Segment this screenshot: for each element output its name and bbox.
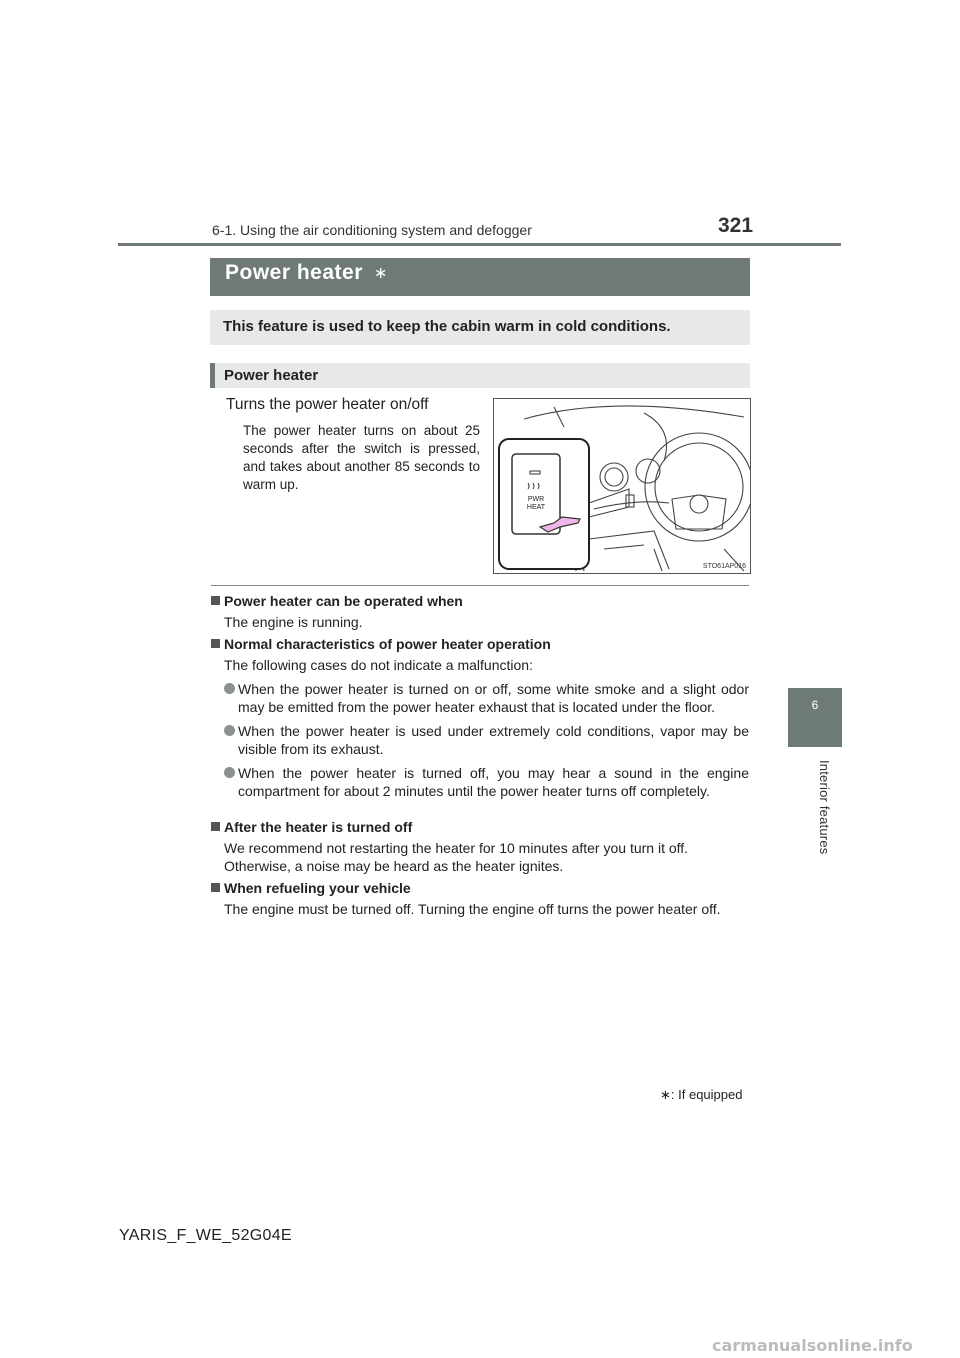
intro-box — [210, 310, 750, 345]
dashboard-illustration — [493, 398, 751, 574]
page-title-bar — [210, 258, 750, 296]
note-heading: After the heater is turned off — [224, 819, 413, 835]
chapter-number: 6 — [811, 698, 819, 712]
note-text: The following cases do not indicate a malfunction: — [224, 657, 533, 673]
chapter-label: Interior features — [817, 760, 832, 855]
note-text: The engine must be turned off. Turning the engine off turns the power heater off. — [224, 901, 721, 917]
footnote — [660, 1087, 742, 1103]
list-item: When the power heater is turned off, you may hear a sound in the engine compartment for about 2 minutes until the power heater turns off completely. — [224, 764, 749, 800]
circle-bullet-icon — [224, 725, 235, 736]
subheading-bar — [210, 363, 750, 388]
note-operation — [211, 593, 749, 631]
section-title: 6-1. Using the air conditioning system and defogger — [212, 222, 532, 238]
page-title: Power heater — [225, 261, 363, 284]
subheading-text: Power heater — [224, 367, 319, 384]
header-rule — [118, 243, 841, 246]
watermark: carmanualsonline.info — [712, 1336, 913, 1355]
circle-bullet-icon — [224, 767, 235, 778]
note-heading: Power heater can be operated when — [224, 593, 463, 609]
square-bullet-icon — [211, 883, 220, 892]
page-number: 321 — [718, 214, 754, 237]
circle-bullet-icon — [224, 683, 235, 694]
switch-label-heat: HEAT — [526, 504, 546, 511]
figure-code: STO61AP016 — [702, 563, 746, 570]
equipment-asterisk: ∗ — [374, 265, 388, 282]
square-bullet-icon — [211, 822, 220, 831]
square-bullet-icon — [211, 639, 220, 648]
square-bullet-icon — [211, 596, 220, 605]
footnote-text: : If equipped — [670, 1087, 743, 1102]
list-item: When the power heater is used under extremely cold conditions, vapor may be visible from its exhaust. — [224, 722, 749, 758]
list-item: When the power heater is turned on or off, some white smoke and a slight odor may be emitted from the power heater exhaust that is located under the floor. — [224, 680, 749, 716]
intro-text: This feature is used to keep the cabin warm in cold conditions. — [223, 318, 671, 335]
dashboard-drawing — [494, 399, 750, 573]
note-text: The engine is running. — [224, 614, 363, 630]
note-heading: When refueling your vehicle — [224, 880, 411, 896]
switch-description: The power heater turns on about 25 seconds after the switch is pressed, and takes about another 85 seconds to warm up. — [243, 423, 480, 492]
note-refueling — [211, 880, 749, 918]
note-heading: Normal characteristics of power heater operation — [224, 636, 551, 652]
switch-label-pwr: PWR — [527, 496, 545, 503]
switch-lead: Turns the power heater on/off — [226, 396, 429, 413]
model-code: YARIS_F_WE_52G04E — [119, 1227, 292, 1244]
chapter-tab[interactable] — [788, 688, 842, 747]
footnote-symbol: ∗ — [660, 1087, 671, 1102]
subheading-accent — [210, 363, 215, 388]
note-normal-characteristics — [211, 636, 749, 800]
note-text: We recommend not restarting the heater for 10 minutes after you turn it off. Otherwise, a noise may be heard as the heater ignites. — [224, 840, 689, 874]
note-after-turned-off — [211, 819, 749, 875]
section-divider — [211, 585, 749, 586]
